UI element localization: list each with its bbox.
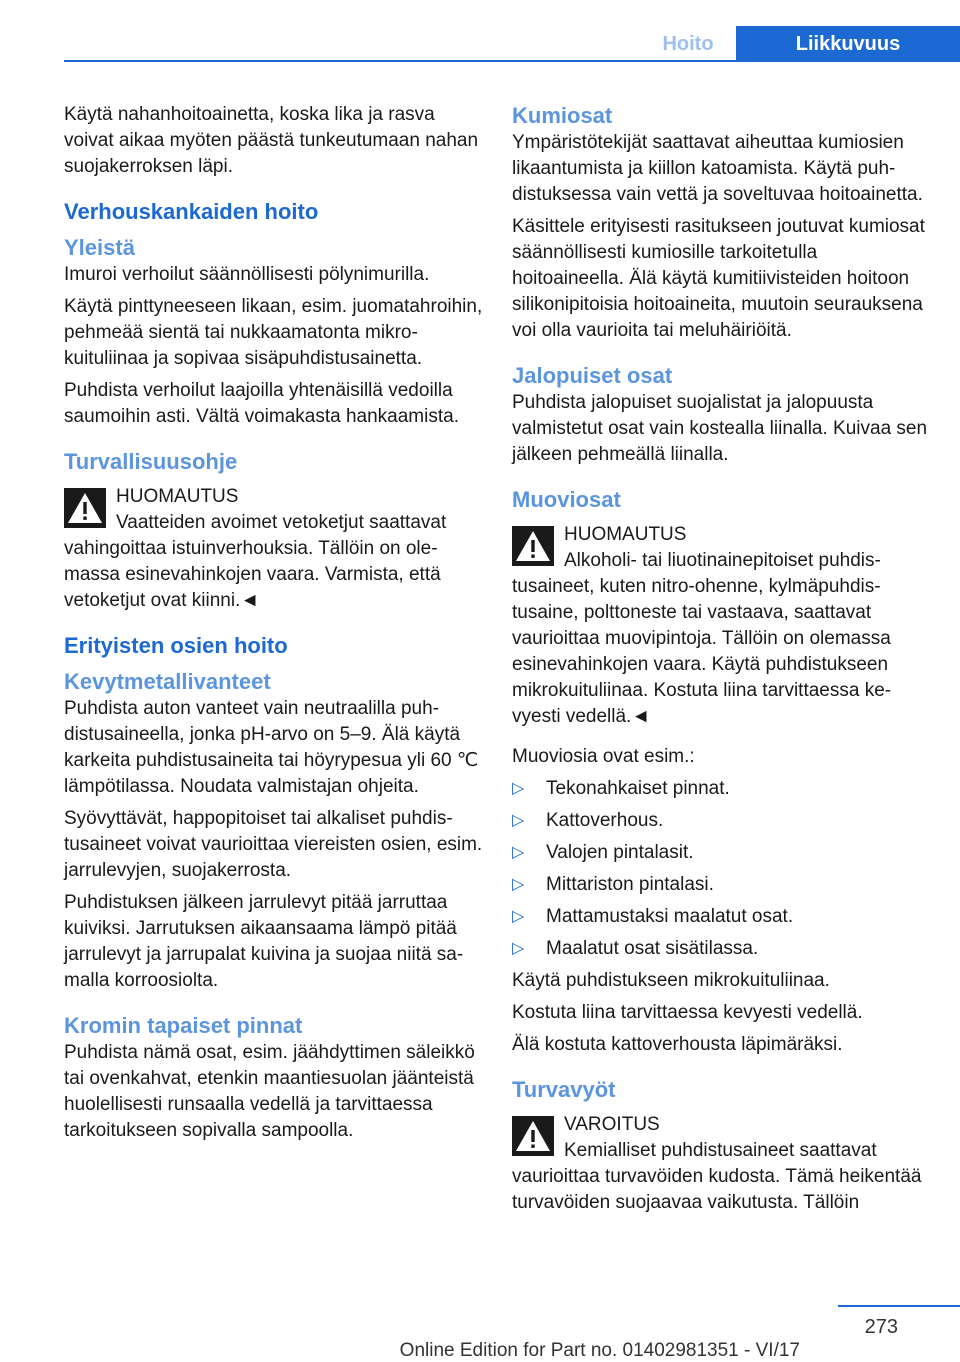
heading-seat-belts: Turvavyöt (512, 1077, 616, 1102)
right-column (512, 102, 932, 1222)
list-item: ▷ Tekonahkaiset pinnat. (512, 776, 932, 802)
heading-special-parts-care: Erityisten osien hoito (64, 633, 288, 658)
paragraph-plastic-intro: Muoviosia ovat esim.: (512, 746, 695, 767)
notice-text: Vaatteiden avoimet vetoketjut saattavat vahingoittaa istuinverhouksia. Tällöin on olemassa esinevahinkojen vaara. Varmista, että vetoketjut ovat kiinni.◄ (64, 512, 447, 611)
edition-line: Online Edition for Part no. 01402981351 - VI/17 (399, 1340, 800, 1361)
warning-text: Kemialliset puhdistusaineet saattavat vaurioittaa turvavöiden kudosta. Tämä heikentää turvavöiden suojaavaa vaikutusta. Tällöin (512, 1140, 922, 1213)
list-item: ▷ Mittariston pintalasi. (512, 872, 932, 898)
paragraph-alloy-3: Puhdistuksen jälkeen jarrulevyt pitää jarruttaa kuiviksi. Jarrutuksen aikaansaama lämpö pitää jarrulevyt ja jarrupalat kuivina ja suojaa niitä samalla korroosiolta. (64, 892, 464, 991)
notice-zippers (64, 484, 484, 614)
section-tab-hoito[interactable]: Hoito (662, 33, 714, 55)
list-triangle-icon: ▷ (512, 940, 525, 957)
paragraph-general-1: Imuroi verhoilut säännöllisesti pölynimurilla. (64, 264, 430, 285)
paragraph-alloy-2: Syövyttävät, happopitoiset tai alkaliset puhdistusaineet voivat vaurioittaa viereisten osien, esim. jarrulevyjen, suojakerrosta. (64, 808, 483, 881)
notice-solvents (512, 522, 932, 730)
heading-safety-note: Turvallisuusohje (64, 449, 238, 474)
list-item: ▷ Kattoverhous. (512, 808, 932, 834)
list-triangle-icon: ▷ (512, 876, 525, 893)
page-header (0, 26, 960, 62)
list-triangle-icon: ▷ (512, 844, 525, 861)
warning-triangle-icon (512, 526, 554, 566)
left-column (64, 102, 484, 1150)
notice-label: HUOMAUTUS (116, 486, 239, 507)
paragraph-plastic-2: Kostuta liina tarvittaessa kevyesti vedellä. (512, 1002, 863, 1023)
heading-chrome-surfaces: Kromin tapaiset pinnat (64, 1013, 303, 1038)
warning-triangle-icon (64, 488, 106, 528)
warning-seat-belts (512, 1112, 932, 1216)
paragraph-rubber-1: Ympäristötekijät saattavat aiheuttaa kumiosien likaantumista ja kiillon katoamista. Käytä puhdistuksessa vain vettä ja soveltuvaa hoitoainetta. (512, 132, 923, 205)
heading-plastic-parts: Muoviosat (512, 487, 621, 512)
heading-general: Yleistä (64, 235, 135, 260)
paragraph-general-2: Käytä pinttyneeseen likaan, esim. juomatahroihin, pehmeää sientä tai nukkaamatonta mikrokuituliinaa ja sopivaa sisäpuhdistusainetta. (64, 296, 483, 369)
paragraph-alloy-1: Puhdista auton vanteet vain neutraalilla puhdistusaineella, jonka pH-arvo on 5–9. Älä käytä karkeita puhdistusaineita tai höyrypesua yli 60 ℃ lämpötilassa. Noudata valmistajan ohjeita. (64, 698, 479, 797)
heading-alloy-wheels: Kevytmetallivanteet (64, 669, 271, 694)
notice-text: Alkoholi- tai liuotinainepitoiset puhdistusaineet, kuten nitro-ohenne, kylmäpuhdistusaine, polttoneste tai vastaava, saattavat vaurioittaa muovipintoja. Tällöin on olemassa esinevahinkojen vaara. Käytä puhdistukseen mikrokuituliinaa. Kostuta liina tarvittaessa kevyesti vedellä.◄ (512, 550, 892, 727)
list-triangle-icon: ▷ (512, 812, 525, 829)
list-item: ▷ Mattamustaksi maalatut osat. (512, 904, 932, 930)
paragraph-precious-wood: Puhdista jalopuiset suojalistat ja jalopuusta valmistetut osat vain kostealla liinalla. Kuivaa sen jälkeen pehmeällä liinalla. (512, 392, 928, 465)
paragraph-chrome: Puhdista nämä osat, esim. jäähdyttimen säleikkö tai ovenkahvat, etenkin maantiesuolan jäänteistä huolellisesti runsaalla vedellä ja tarvittaessa tarkoitukseen sopivalla sampoolla. (64, 1042, 475, 1141)
list-item: ▷ Maalatut osat sisätilassa. (512, 936, 932, 962)
warning-label: VAROITUS (564, 1114, 660, 1135)
list-triangle-icon: ▷ (512, 908, 525, 925)
list-triangle-icon: ▷ (512, 780, 525, 797)
page-number: 273 (864, 1316, 898, 1338)
notice-label: HUOMAUTUS (564, 524, 687, 545)
paragraph-plastic-3: Älä kostuta kattoverhousta läpimäräksi. (512, 1034, 843, 1055)
heading-upholstery-care: Verhouskankaiden hoito (64, 199, 319, 224)
list-item: ▷ Valojen pintalasit. (512, 840, 932, 866)
warning-triangle-icon (512, 1116, 554, 1156)
heading-rubber-parts: Kumiosat (512, 103, 613, 128)
header-rule (64, 60, 960, 62)
section-tab-liikkuvuus[interactable]: Liikkuvuus (736, 26, 960, 62)
plastic-parts-list (512, 776, 932, 962)
paragraph-leather-care: Käytä nahanhoitoainetta, koska lika ja rasva voivat aikaa myöten päästä tunkeutumaan nahan suojakerroksen läpi. (64, 104, 479, 177)
paragraph-rubber-2: Käsittele erityisesti rasitukseen joutuvat kumiosat säännöllisesti kumiosille tarkoitetulla hoitoaineella. Älä käytä kumitiivisteiden hoitoon silikonipitoisia hoitoaineita, muutoin seurauksena voi olla vaurioita tai meluhäiriöitä. (512, 216, 925, 341)
paragraph-general-3: Puhdista verhoilut laajoilla yhtenäisillä vedoilla saumoihin asti. Vältä voimakasta hankaamista. (64, 380, 459, 427)
footer-rule (838, 1305, 960, 1307)
heading-precious-wood: Jalopuiset osat (512, 363, 673, 388)
paragraph-plastic-1: Käytä puhdistukseen mikrokuituliinaa. (512, 970, 830, 991)
